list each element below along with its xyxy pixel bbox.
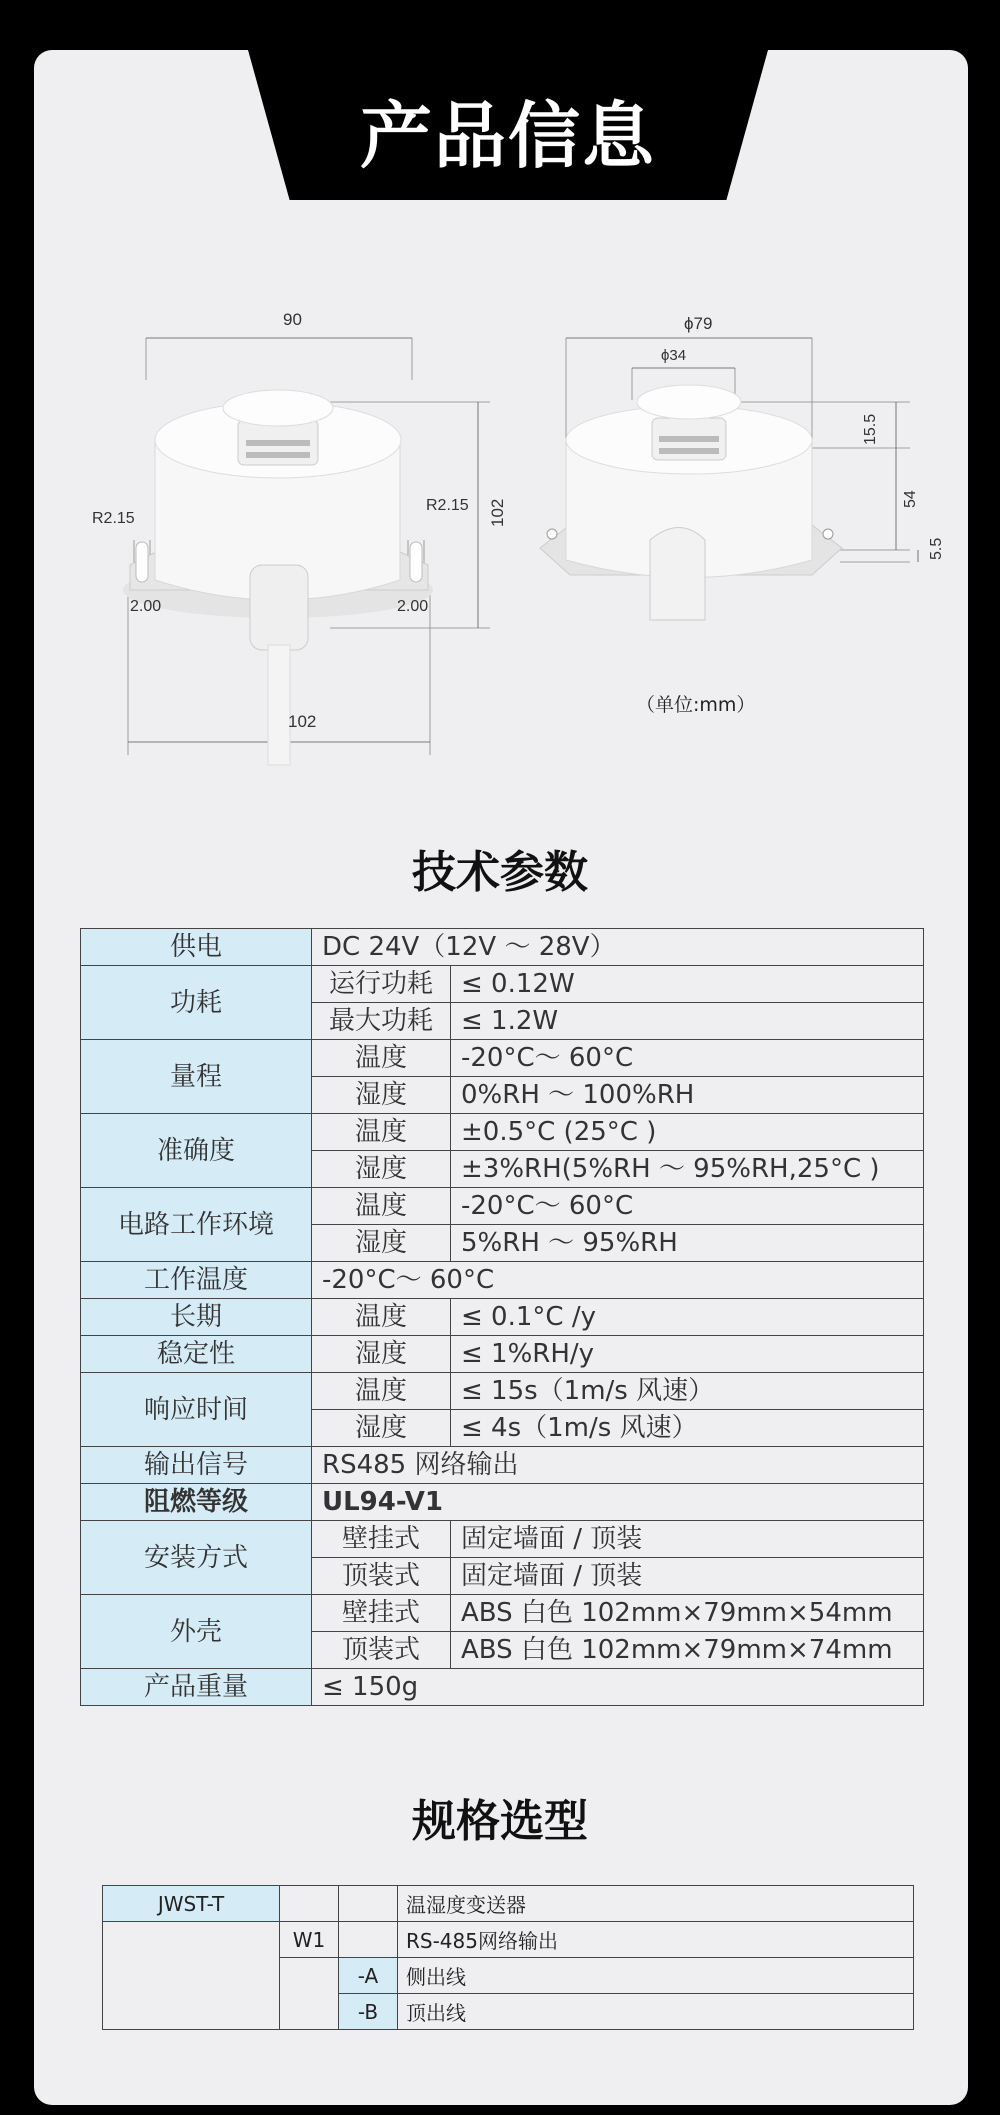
table-row <box>81 1484 924 1521</box>
dim-width-bottom: 102 <box>288 712 317 731</box>
row-value: ABS 白色 102mm×79mm×54mm <box>451 1595 924 1632</box>
row-sub: 湿度 <box>312 1410 451 1447</box>
selection-section-title: 规格选型 <box>412 1796 588 1847</box>
row-value: ≤ 4s（1m/s 风速） <box>451 1410 924 1447</box>
option-code: -A <box>339 1958 398 1994</box>
model-desc: 温湿度变送器 <box>398 1886 914 1922</box>
row-sub: 温度 <box>312 1040 451 1077</box>
table-row <box>81 1040 924 1077</box>
spec-section-title: 技术参数 <box>412 847 588 898</box>
table-row <box>81 1373 924 1410</box>
empty-cell <box>339 1886 398 1922</box>
row-sub: 温度 <box>312 1188 451 1225</box>
table-row <box>81 1114 924 1151</box>
selection-table <box>102 1885 914 2030</box>
row-label: 外壳 <box>81 1595 312 1669</box>
dim-height: 102 <box>488 498 507 527</box>
row-value: ±0.5°C (25°C ) <box>451 1114 924 1151</box>
row-sub: 湿度 <box>312 1336 451 1373</box>
row-value: ≤ 0.12W <box>451 966 924 1003</box>
row-sub: 壁挂式 <box>312 1521 451 1558</box>
row-sub: 湿度 <box>312 1151 451 1188</box>
table-row <box>81 1447 924 1484</box>
row-value: -20°C～ 60°C <box>451 1188 924 1225</box>
row-label: 功耗 <box>81 966 312 1040</box>
row-value: UL94-V1 <box>312 1484 924 1521</box>
option-desc: 侧出线 <box>398 1958 914 1994</box>
table-row <box>81 929 924 966</box>
option-code: W1 <box>280 1922 339 1958</box>
row-label: 响应时间 <box>81 1373 312 1447</box>
row-label: 供电 <box>81 929 312 966</box>
row-value: DC 24V（12V ～ 28V） <box>312 929 924 966</box>
row-sub: 壁挂式 <box>312 1595 451 1632</box>
empty-cell <box>339 1922 398 1958</box>
row-label: 产品重量 <box>81 1669 312 1706</box>
dim-width-top: 90 <box>283 310 302 329</box>
row-label: 电路工作环境 <box>81 1188 312 1262</box>
row-label: 安装方式 <box>81 1521 312 1595</box>
dim-slot-left: 2.00 <box>130 598 162 615</box>
row-sub: 湿度 <box>312 1077 451 1114</box>
table-row <box>81 966 924 1003</box>
row-value: RS485 网络输出 <box>312 1447 924 1484</box>
empty-cell <box>280 1958 339 2030</box>
table-row <box>81 1188 924 1225</box>
row-sub: 顶装式 <box>312 1558 451 1595</box>
row-label: 输出信号 <box>81 1447 312 1484</box>
row-value: -20°C～ 60°C <box>312 1262 924 1299</box>
row-value: 固定墙面 / 顶装 <box>451 1558 924 1595</box>
row-value: -20°C～ 60°C <box>451 1040 924 1077</box>
row-sub: 湿度 <box>312 1225 451 1262</box>
row-label: 量程 <box>81 1040 312 1114</box>
row-value: ≤ 150g <box>312 1669 924 1706</box>
dimension-drawing <box>0 290 1000 770</box>
table-row <box>81 1521 924 1558</box>
table-row <box>103 1886 914 1922</box>
row-value: ≤ 1.2W <box>451 1003 924 1040</box>
row-label: 稳定性 <box>81 1336 312 1373</box>
option-desc: 顶出线 <box>398 1994 914 2030</box>
table-row <box>81 1299 924 1336</box>
row-value: 固定墙面 / 顶装 <box>451 1521 924 1558</box>
dim-cap-height: 15.5 <box>862 413 879 445</box>
row-sub: 最大功耗 <box>312 1003 451 1040</box>
row-sub: 运行功耗 <box>312 966 451 1003</box>
row-value: 0%RH ～ 100%RH <box>451 1077 924 1114</box>
option-code: -B <box>339 1994 398 2030</box>
dim-radius-left: R2.15 <box>92 510 135 527</box>
dim-body-height: 54 <box>902 490 919 508</box>
row-sub: 温度 <box>312 1299 451 1336</box>
dim-radius-right: R2.15 <box>426 497 469 514</box>
page-title: 产品信息 <box>359 94 656 178</box>
row-label: 准确度 <box>81 1114 312 1188</box>
row-label: 长期 <box>81 1299 312 1336</box>
table-row <box>103 1922 914 1958</box>
row-value: ±3%RH(5%RH ～ 95%RH,25°C ) <box>451 1151 924 1188</box>
dim-outer-diameter: ϕ79 <box>684 314 713 333</box>
model-code: JWST-T <box>103 1886 280 1922</box>
row-value: ABS 白色 102mm×79mm×74mm <box>451 1632 924 1669</box>
table-row <box>81 1262 924 1299</box>
row-value: ≤ 1%RH/y <box>451 1336 924 1373</box>
side-view-body <box>123 390 433 765</box>
row-sub: 温度 <box>312 1373 451 1410</box>
row-value: ≤ 15s（1m/s 风速） <box>451 1373 924 1410</box>
row-value: ≤ 0.1°C /y <box>451 1299 924 1336</box>
row-sub: 顶装式 <box>312 1632 451 1669</box>
empty-cell <box>103 1922 280 2030</box>
row-label: 阻燃等级 <box>81 1484 312 1521</box>
spec-table <box>80 928 924 1706</box>
table-row <box>81 1336 924 1373</box>
dim-base-height: 5.5 <box>928 537 945 560</box>
option-desc: RS-485网络输出 <box>398 1922 914 1958</box>
row-label: 工作温度 <box>81 1262 312 1299</box>
row-sub: 温度 <box>312 1114 451 1151</box>
unit-label: （单位:mm） <box>636 694 756 716</box>
dim-slot-right: 2.00 <box>397 598 429 615</box>
top-view-body <box>540 385 842 620</box>
dim-inner-diameter: ϕ34 <box>661 347 687 364</box>
table-row <box>81 1595 924 1632</box>
table-row <box>81 1669 924 1706</box>
row-value: 5%RH ～ 95%RH <box>451 1225 924 1262</box>
empty-cell <box>280 1886 339 1922</box>
